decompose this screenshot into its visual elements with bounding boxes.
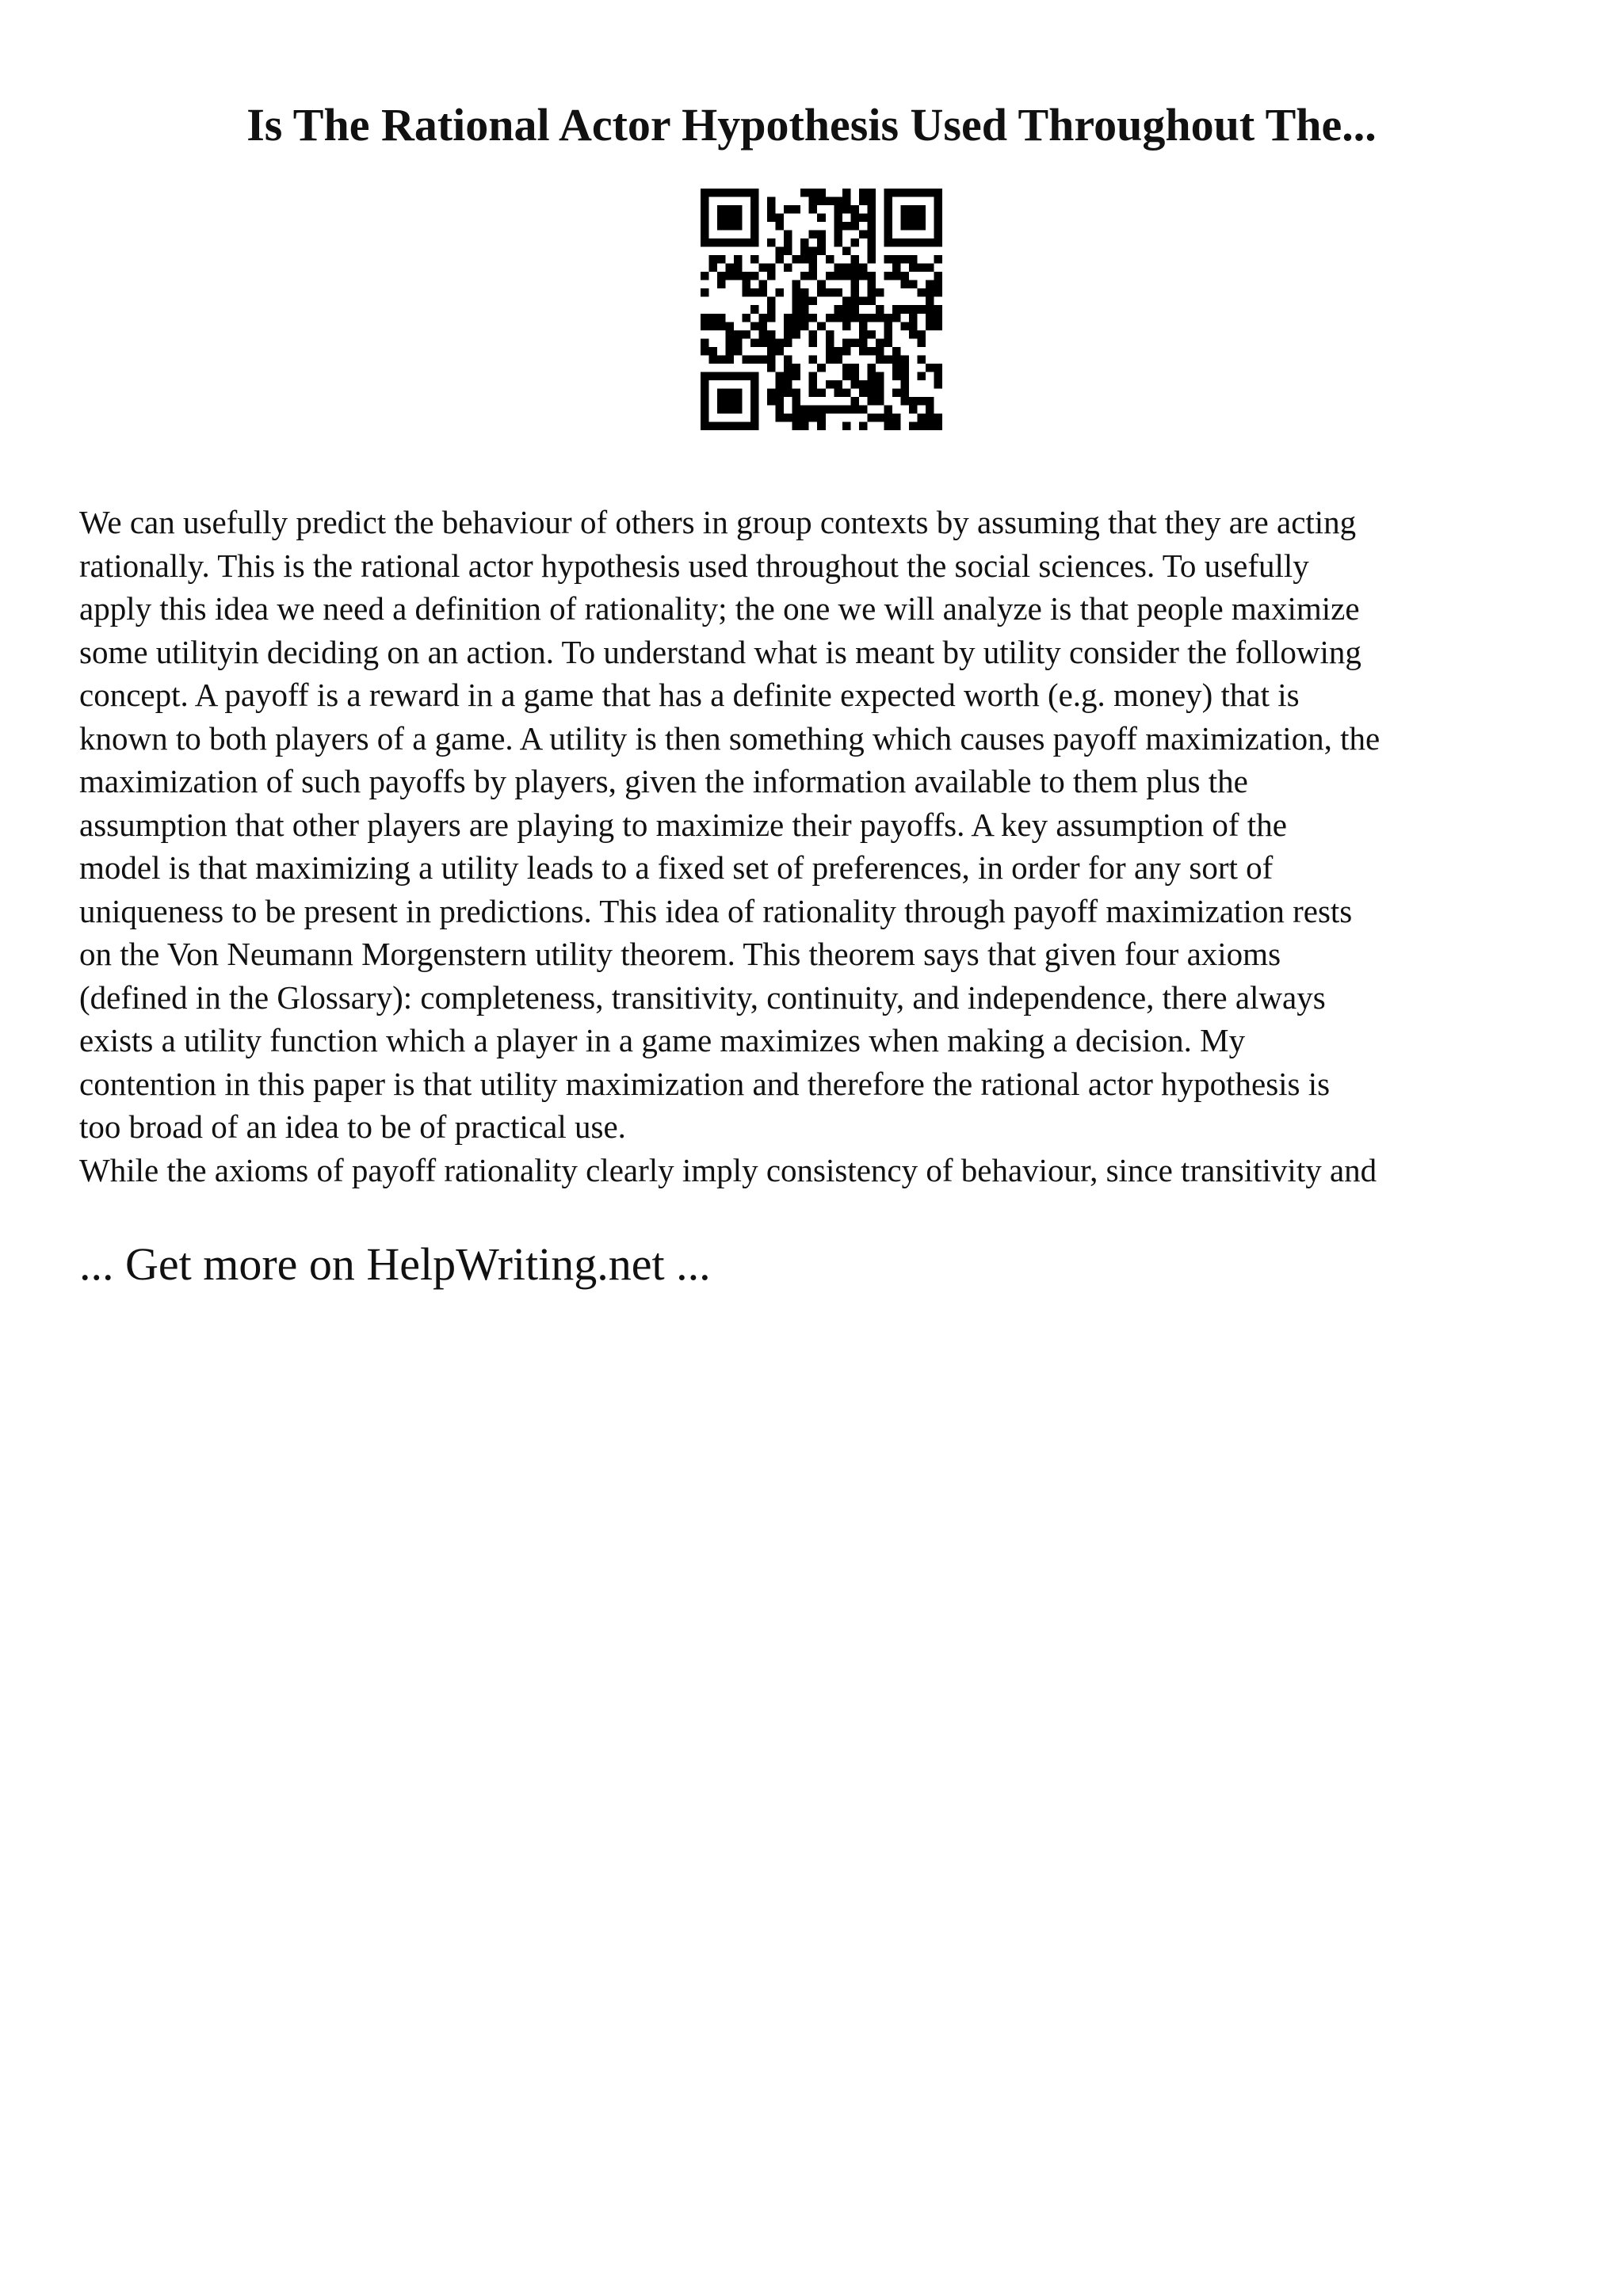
get-more-link[interactable]: ... Get more on HelpWriting.net ... (79, 1238, 711, 1290)
body-line: apply this idea we need a definition of rationality; the one we will analyze is that people maximize (79, 590, 1360, 627)
body-line: on the Von Neumann Morgenstern utility theorem. This theorem says that given four axioms (79, 936, 1281, 972)
body-line: While the axioms of payoff rationality clearly imply consistency of behaviour, since transitivity and (79, 1151, 1377, 1188)
body-line: (defined in the Glossary): completeness, transitivity, continuity, and independence, there always (79, 978, 1326, 1016)
body-line: known to both players of a game. A utility is then something which causes payoff maximization, the (79, 719, 1381, 757)
body-line: model is that maximizing a utility leads to a fixed set of preferences, in order for any sort of (79, 849, 1274, 886)
page-title: Is The Rational Actor Hypothesis Used Throughout The... (246, 99, 1377, 151)
body-line: We can usefully predict the behaviour of others in group contexts by assuming that they are acting (79, 504, 1357, 540)
body-line: too broad of an idea to be of practical use. (79, 1108, 626, 1145)
qr-code-icon (701, 189, 942, 430)
body-line: some utilityin deciding on an action. To understand what is meant by utility consider the following (79, 633, 1361, 670)
body-line: maximization of such payoffs by players, given the information available to them plus the (79, 763, 1248, 799)
body-line: contention in this paper is that utility maximization and therefore the rational actor hypothesis is (79, 1065, 1331, 1102)
body-paragraph (79, 501, 1569, 1192)
body-line: uniqueness to be present in predictions. This idea of rationality through payoff maximization rests (79, 892, 1353, 929)
body-line: assumption that other players are playing to maximize their payoffs. A key assumption of the (79, 806, 1287, 843)
body-line: rationally. This is the rational actor hypothesis used throughout the social sciences. To usefully (79, 547, 1309, 584)
body-line: concept. A payoff is a reward in a game that has a definite expected worth (e.g. money) that is (79, 677, 1300, 713)
body-line: exists a utility function which a player in a game maximizes when making a decision. My (79, 1022, 1246, 1058)
